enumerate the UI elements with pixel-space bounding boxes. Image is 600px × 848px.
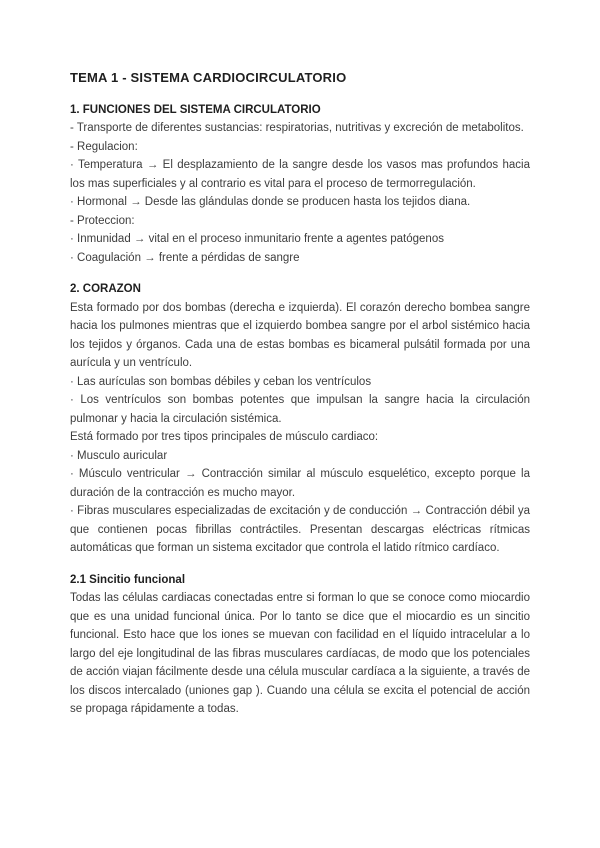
sub-bullet-temperatura: · Temperatura → El desplazamiento de la sangre desde los vasos mas profundos hacia los mas superficiales y al contrario es vital para el proceso de termorregulación. — [70, 159, 530, 190]
paragraph-corazon-intro: Esta formado por dos bombas (derecha e izquierda). El corazón derecho bombea sangre hacia los pulmones mientras que el izquierdo bombea sangre por el arbol sistémico hacia los tejidos y órganos. Cada una de estas bombas es bicameral pulsátil formada por una aurícula y un ventrículo. — [70, 301, 530, 369]
bullet-musculo-auricular: · Musculo auricular — [70, 449, 168, 462]
document-title: TEMA 1 - SISTEMA CARDIOCIRCULATORIO — [70, 70, 347, 85]
sub-bullet-hormonal: · Hormonal → Desde las glándulas donde se producen hasta los tejidos diana. — [70, 196, 471, 208]
bullet-proteccion: - Proteccion: — [70, 214, 135, 227]
sub-bullet-coagulacion: · Coagulación → frente a pérdidas de sangre — [70, 251, 300, 264]
bullet-musculo-ventricular: · Músculo ventricular → Contracción similar al músculo esquelético, excepto porque la duración de la contracción es mucho mayor. — [70, 468, 530, 499]
section-1-heading: 1. FUNCIONES DEL SISTEMA CIRCULATORIO — [70, 103, 321, 116]
bullet-ventriculos: · Los ventrículos son bombas potentes que impulsan la sangre hacia la circulación pulmonar y hacia la circulación sistémica. — [70, 394, 530, 425]
bullet-auriculas: · Las aurículas son bombas débiles y ceban los ventrículos — [70, 375, 372, 388]
section-2-heading: 2. CORAZON — [70, 283, 141, 295]
bullet-transporte: - Transporte de diferentes sustancias: respiratorias, nutritivas y excreción de metabolitos. — [70, 122, 524, 134]
bullet-regulacion: - Regulacion: — [70, 140, 138, 153]
sub-bullet-inmunidad: · Inmunidad → vital en el proceso inmunitario frente a agentes patógenos — [70, 233, 444, 245]
paragraph-sincitio: Todas las células cardiacas conectadas entre si forman lo que se conoce como miocardio que es una unidad funcional única. Por lo tanto se dice que el miocardio es un sincitio funcional. Esto hace que los iones se muevan con facilidad en el líquido intracelular a lo largo del eje longitudinal de las fibras musculares cardíacas, de modo que los potenciales de acción viajan fácilmente desde una célula muscular cardíaca a la siguiente, a través de los discos intercalado (uniones gap ). Cuando una célula se excita el potencial de acción se propaga rápidamente a todas. — [70, 592, 530, 715]
section-2-1-heading: 2.1 Sincitio funcional — [70, 573, 186, 586]
bullet-fibras-especializadas: · Fibras musculares especializadas de excitación y de conducción → Contracción débil ya que contienen pocas fibrillas contráctiles. Presentan descargas eléctricas rítmicas automáticas que forman un sistema excitador que controla el latido rítmico cardíaco. — [70, 505, 530, 554]
paragraph-tipos-musculo: Está formado por tres tipos principales de músculo cardiaco: — [70, 431, 379, 443]
